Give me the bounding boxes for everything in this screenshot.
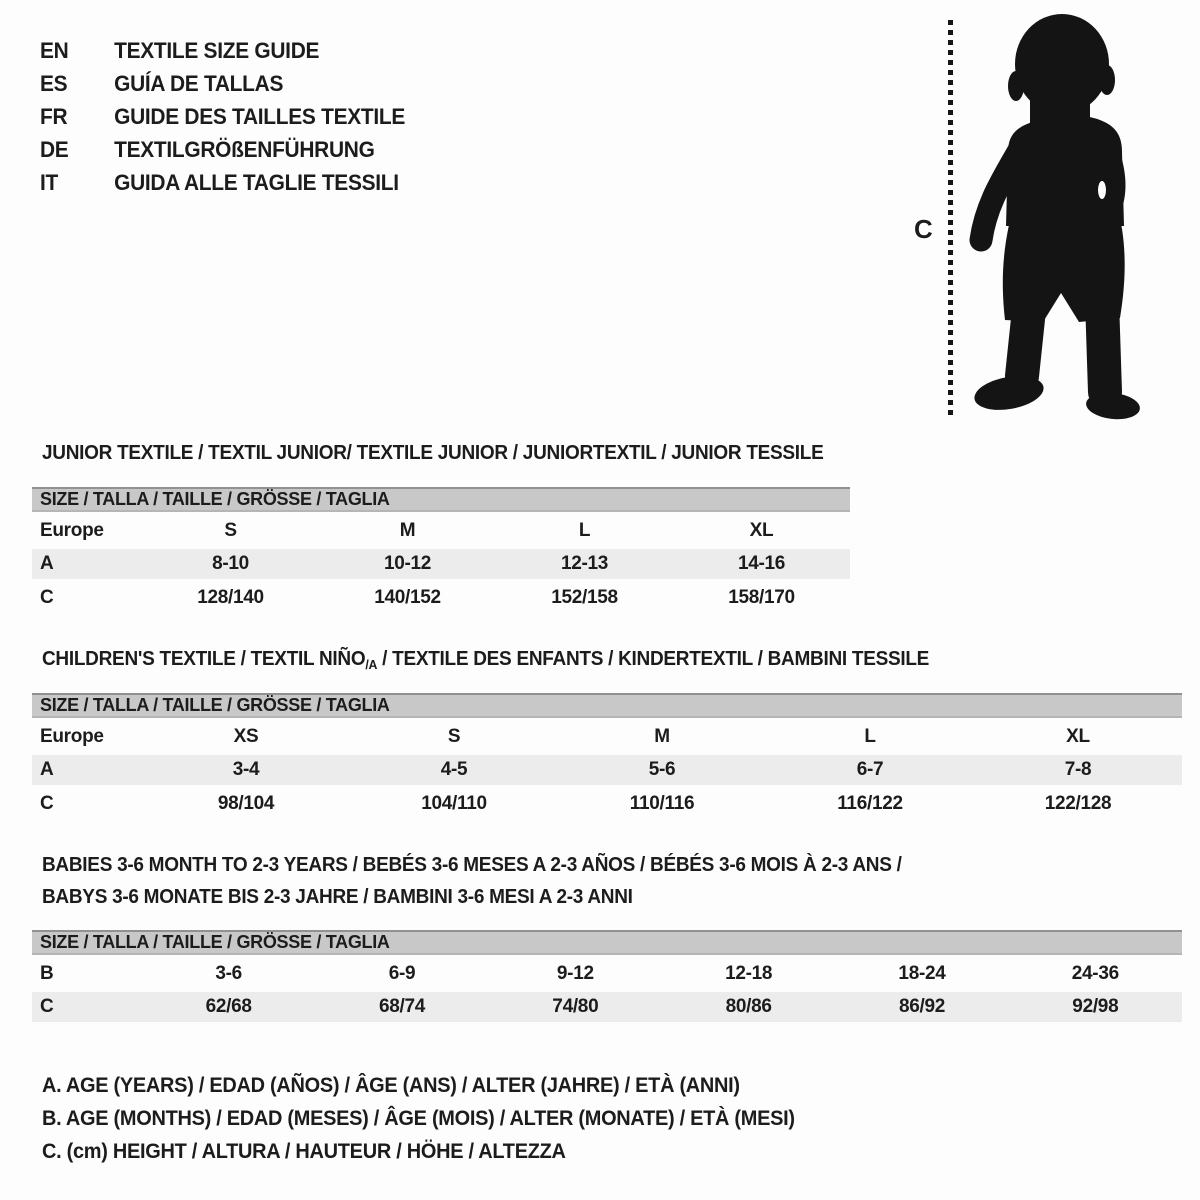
row-label-cell: C <box>40 792 54 814</box>
row-label-cell: A <box>32 755 142 785</box>
junior-section-title: JUNIOR TEXTILE / TEXTIL JUNIOR/ TEXTILE JUNIOR / JUNIORTEXTIL / JUNIOR TESSILE <box>42 442 824 464</box>
size-cell: 122/128 <box>1044 792 1112 814</box>
row-label-cell: C <box>32 992 142 1022</box>
size-cell: 6-9 <box>388 962 416 984</box>
size-cell: 116/122 <box>837 792 903 814</box>
size-cell: 80/86 <box>662 992 835 1022</box>
legend-line-a: A. AGE (YEARS) / EDAD (AÑOS) / ÂGE (ANS) / ALTER (JAHRE) / ETÀ (ANNI) <box>42 1074 740 1097</box>
lang-code: ES <box>40 71 68 96</box>
size-cell: L <box>864 725 876 747</box>
size-cell: S <box>447 725 461 747</box>
size-cell: 18-24 <box>898 962 946 984</box>
row-label-cell: B <box>40 962 54 984</box>
height-measure-label: C <box>914 214 933 244</box>
size-cell: 24-36 <box>1071 962 1119 984</box>
babies-title-line2: BABYS 3-6 MONATE BIS 2-3 JAHRE / BAMBINI 3-6 MESI A 2-3 ANNI <box>42 886 633 908</box>
lang-label: GUIDE DES TAILLES TEXTILE <box>114 104 406 129</box>
lang-row-en <box>40 34 405 67</box>
lang-code: FR <box>40 104 68 129</box>
size-cell: XL <box>749 519 774 541</box>
lang-row-de <box>40 133 405 166</box>
lang-row-it <box>40 166 405 199</box>
size-cell: L <box>578 519 591 541</box>
lang-label: GUIDA ALLE TAGLIE TESSILI <box>114 170 399 195</box>
size-cell: XL <box>1066 725 1090 747</box>
babies-title-line1: BABIES 3-6 MONTH TO 2-3 YEARS / BEBÉS 3-6 MESES A 2-3 AÑOS / BÉBÉS 3-6 MOIS À 2-3 ANS / <box>42 854 902 876</box>
table-header-row <box>32 694 1182 717</box>
size-cell: 98/104 <box>217 792 275 814</box>
size-cell: 4-5 <box>350 755 558 785</box>
size-cell: 6-7 <box>766 755 974 785</box>
row-label-cell: A <box>32 549 142 579</box>
size-cell: 12-18 <box>725 962 773 984</box>
table-row <box>32 549 850 579</box>
size-header-cell: SIZE / TALLA / TAILLE / GRÖSSE / TAGLIA <box>32 931 1182 954</box>
size-cell: 86/92 <box>835 992 1008 1022</box>
baby-silhouette-icon <box>950 0 1150 425</box>
children-title-part2: / TEXTILE DES ENFANTS / KINDERTEXTIL / BAMBINI TESSILE <box>377 648 930 670</box>
table-row <box>32 755 1182 785</box>
children-title-part1: CHILDREN'S TEXTILE / TEXTIL NIÑO <box>42 648 366 670</box>
size-cell: 74/80 <box>489 992 662 1022</box>
table-row <box>32 992 1182 1022</box>
size-cell: 152/158 <box>551 586 618 608</box>
size-header-cell: SIZE / TALLA / TAILLE / GRÖSSE / TAGLIA <box>32 488 850 511</box>
size-cell: 140/152 <box>374 586 441 608</box>
lang-row-fr <box>40 100 405 133</box>
children-size-table <box>32 693 1182 822</box>
size-cell: 14-16 <box>673 549 850 579</box>
size-cell: M <box>654 725 670 747</box>
lang-label: TEXTILGRÖßENFÜHRUNG <box>114 137 375 162</box>
size-cell: 158/170 <box>728 586 795 608</box>
size-cell: 3-4 <box>142 755 350 785</box>
size-cell: 10-12 <box>319 549 496 579</box>
legend-line-b: B. AGE (MONTHS) / EDAD (MESES) / ÂGE (MOIS) / ALTER (MONATE) / ETÀ (MESI) <box>42 1107 795 1130</box>
lang-code: DE <box>40 137 69 162</box>
lang-code: EN <box>40 38 69 63</box>
size-cell: 12-13 <box>496 549 673 579</box>
size-cell: 62/68 <box>142 992 315 1022</box>
size-cell: 5-6 <box>558 755 766 785</box>
children-title-subscript: /A <box>365 657 378 672</box>
legend <box>42 1069 795 1168</box>
lang-code: IT <box>40 170 59 195</box>
size-cell: 3-6 <box>215 962 242 984</box>
babies-section-title <box>42 849 902 913</box>
children-section-title <box>42 643 929 681</box>
size-cell: 7-8 <box>974 755 1182 785</box>
row-label-cell: Europe <box>40 519 104 541</box>
size-cell: 9-12 <box>556 962 594 984</box>
junior-size-table <box>32 487 850 616</box>
lang-label: TEXTILE SIZE GUIDE <box>114 38 320 63</box>
table-header-row <box>32 488 850 511</box>
size-cell: M <box>399 519 416 541</box>
language-header <box>40 34 405 199</box>
table-row <box>32 717 1182 755</box>
lang-label: GUÍA DE TALLAS <box>114 71 284 96</box>
size-cell: XS <box>233 725 259 747</box>
legend-line-c: C. (cm) HEIGHT / ALTURA / HAUTEUR / HÖHE / ALTEZZA <box>42 1140 566 1163</box>
table-row <box>32 579 850 616</box>
size-cell: 92/98 <box>1009 992 1182 1022</box>
row-label-cell: Europe <box>40 725 104 747</box>
size-cell: 104/110 <box>421 792 487 814</box>
lang-row-es <box>40 67 405 100</box>
size-header-cell: SIZE / TALLA / TAILLE / GRÖSSE / TAGLIA <box>32 694 1182 717</box>
size-cell: S <box>224 519 237 541</box>
size-cell: 8-10 <box>142 549 319 579</box>
size-cell: 128/140 <box>197 586 264 608</box>
table-row <box>32 511 850 549</box>
row-label-cell: C <box>40 586 54 608</box>
table-header-row <box>32 931 1182 954</box>
size-cell: 110/116 <box>629 792 695 814</box>
table-row <box>32 954 1182 992</box>
table-row <box>32 785 1182 822</box>
babies-size-table <box>32 930 1182 1022</box>
size-cell: 68/74 <box>315 992 488 1022</box>
